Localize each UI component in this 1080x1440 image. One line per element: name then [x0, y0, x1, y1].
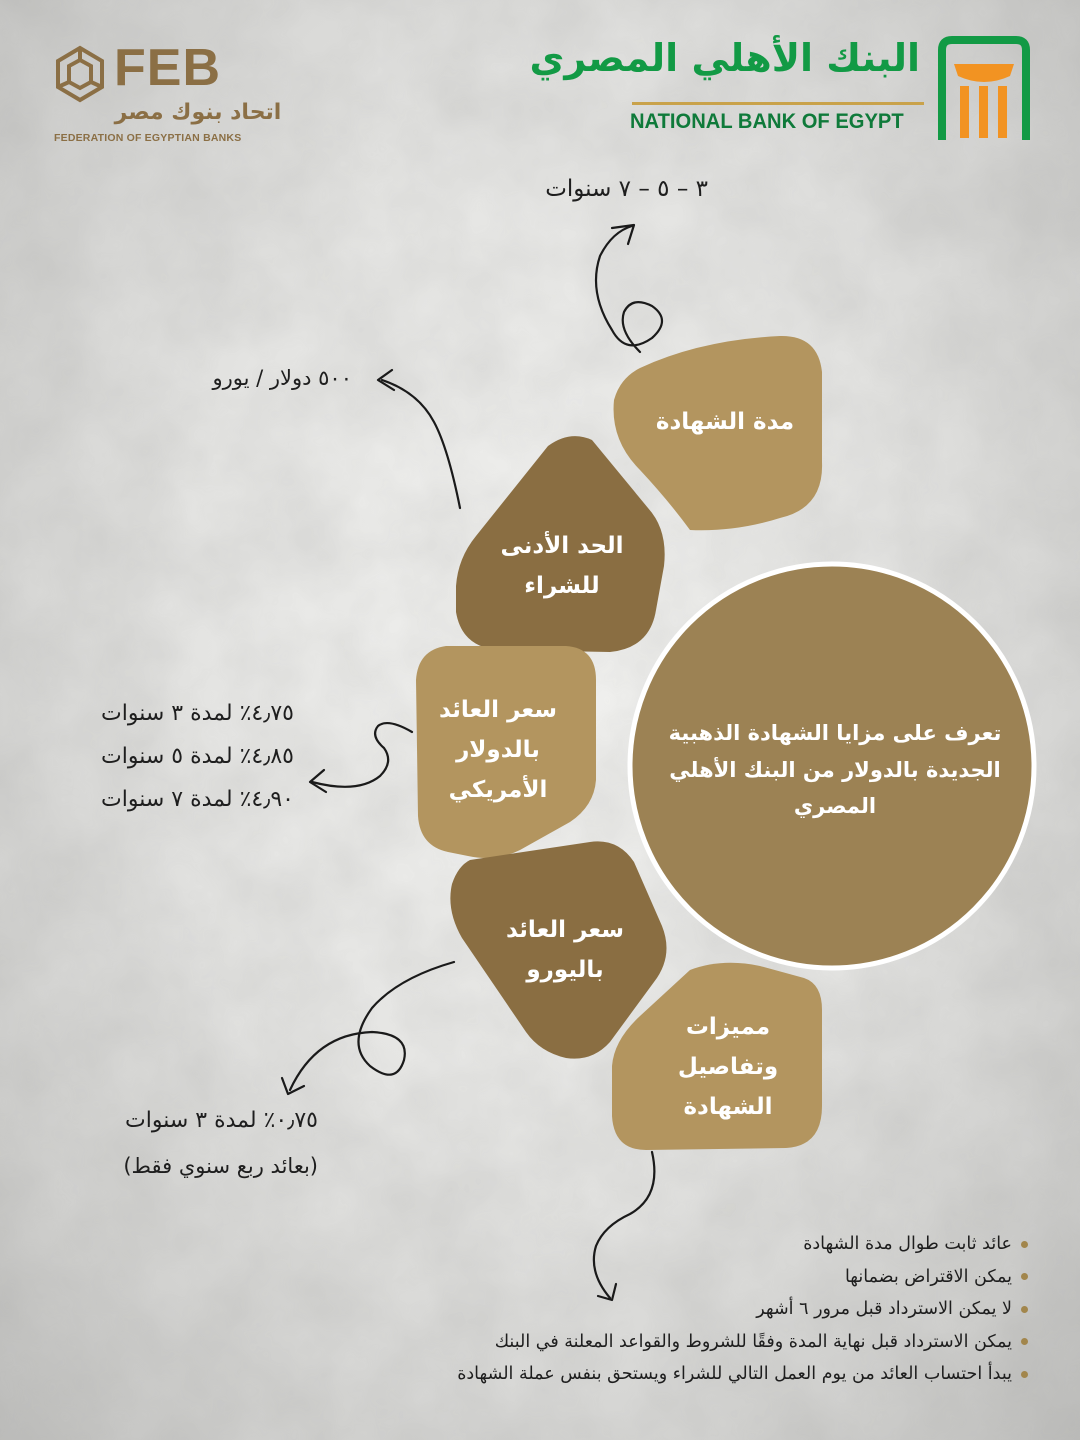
- arrow-to-eur: [290, 962, 454, 1090]
- arrow-head-usd: [310, 770, 326, 792]
- nbe-arabic-name: البنك الأهلي المصري: [529, 36, 920, 80]
- duration-note: ٣ – ٥ – ٧ سنوات: [545, 176, 708, 202]
- center-title: تعرف على مزايا الشهادة الذهبية الجديدة بالدولار من البنك الأهلي المصري: [668, 720, 1002, 819]
- bullet-icon: [1021, 1241, 1028, 1248]
- usd-rate-5y: ٤٫٨٥٪ لمدة ٥ سنوات: [101, 744, 294, 769]
- usd-rate-3y: ٤٫٧٥٪ لمدة ٣ سنوات: [101, 701, 294, 726]
- feature-item: يمكن الاسترداد قبل نهاية المدة وفقًا للشروط والقواعد المعلنة في البنك: [457, 1326, 1028, 1359]
- segment-eur-label: سعر العائد باليورو: [506, 916, 624, 983]
- bullet-icon: [1021, 1306, 1028, 1313]
- feb-english-name: FEDERATION OF EGYPTIAN BANKS: [54, 132, 242, 144]
- feb-abbreviation: FEB: [114, 39, 221, 97]
- bullet-icon: [1021, 1338, 1028, 1345]
- arrow-head-minimum: [378, 370, 394, 390]
- arrow-to-usd: [312, 723, 412, 787]
- bullet-icon: [1021, 1371, 1028, 1378]
- bullet-icon: [1021, 1273, 1028, 1280]
- feature-item: يمكن الاقتراض بضمانها: [457, 1261, 1028, 1294]
- feature-item: لا يمكن الاسترداد قبل مرور ٦ أشهر: [457, 1293, 1028, 1326]
- eur-rate: ٠٫٧٥٪ لمدة ٣ سنوات: [125, 1108, 318, 1133]
- feature-item: يبدأ احتساب العائد من يوم العمل التالي للشراء ويستحق بنفس عملة الشهادة: [457, 1358, 1028, 1391]
- feature-item: عائد ثابت طوال مدة الشهادة: [457, 1228, 1028, 1261]
- usd-rate-7y: ٤٫٩٠٪ لمدة ٧ سنوات: [101, 787, 294, 812]
- segment-features-label: مميزات وتفاصيل الشهادة: [677, 1013, 779, 1121]
- features-list: [457, 1228, 1028, 1391]
- minimum-note: ٥٠٠ دولار / يورو: [212, 366, 352, 390]
- feb-arabic-name: اتحاد بنوك مصر: [114, 100, 282, 125]
- segment-duration-label: مدة الشهادة: [655, 408, 795, 435]
- nbe-english-name: NATIONAL BANK OF EGYPT: [630, 110, 904, 133]
- segment-usd-label: سعر العائد بالدولار الأمريكي: [439, 696, 557, 804]
- arrow-to-duration: [596, 226, 662, 352]
- segment-minimum-label: الحد الأدنى للشراء: [500, 532, 624, 599]
- usd-rates: [101, 692, 294, 821]
- arrow-to-minimum: [382, 380, 460, 508]
- eur-rate-note: (بعائد ربع سنوي فقط): [123, 1154, 318, 1178]
